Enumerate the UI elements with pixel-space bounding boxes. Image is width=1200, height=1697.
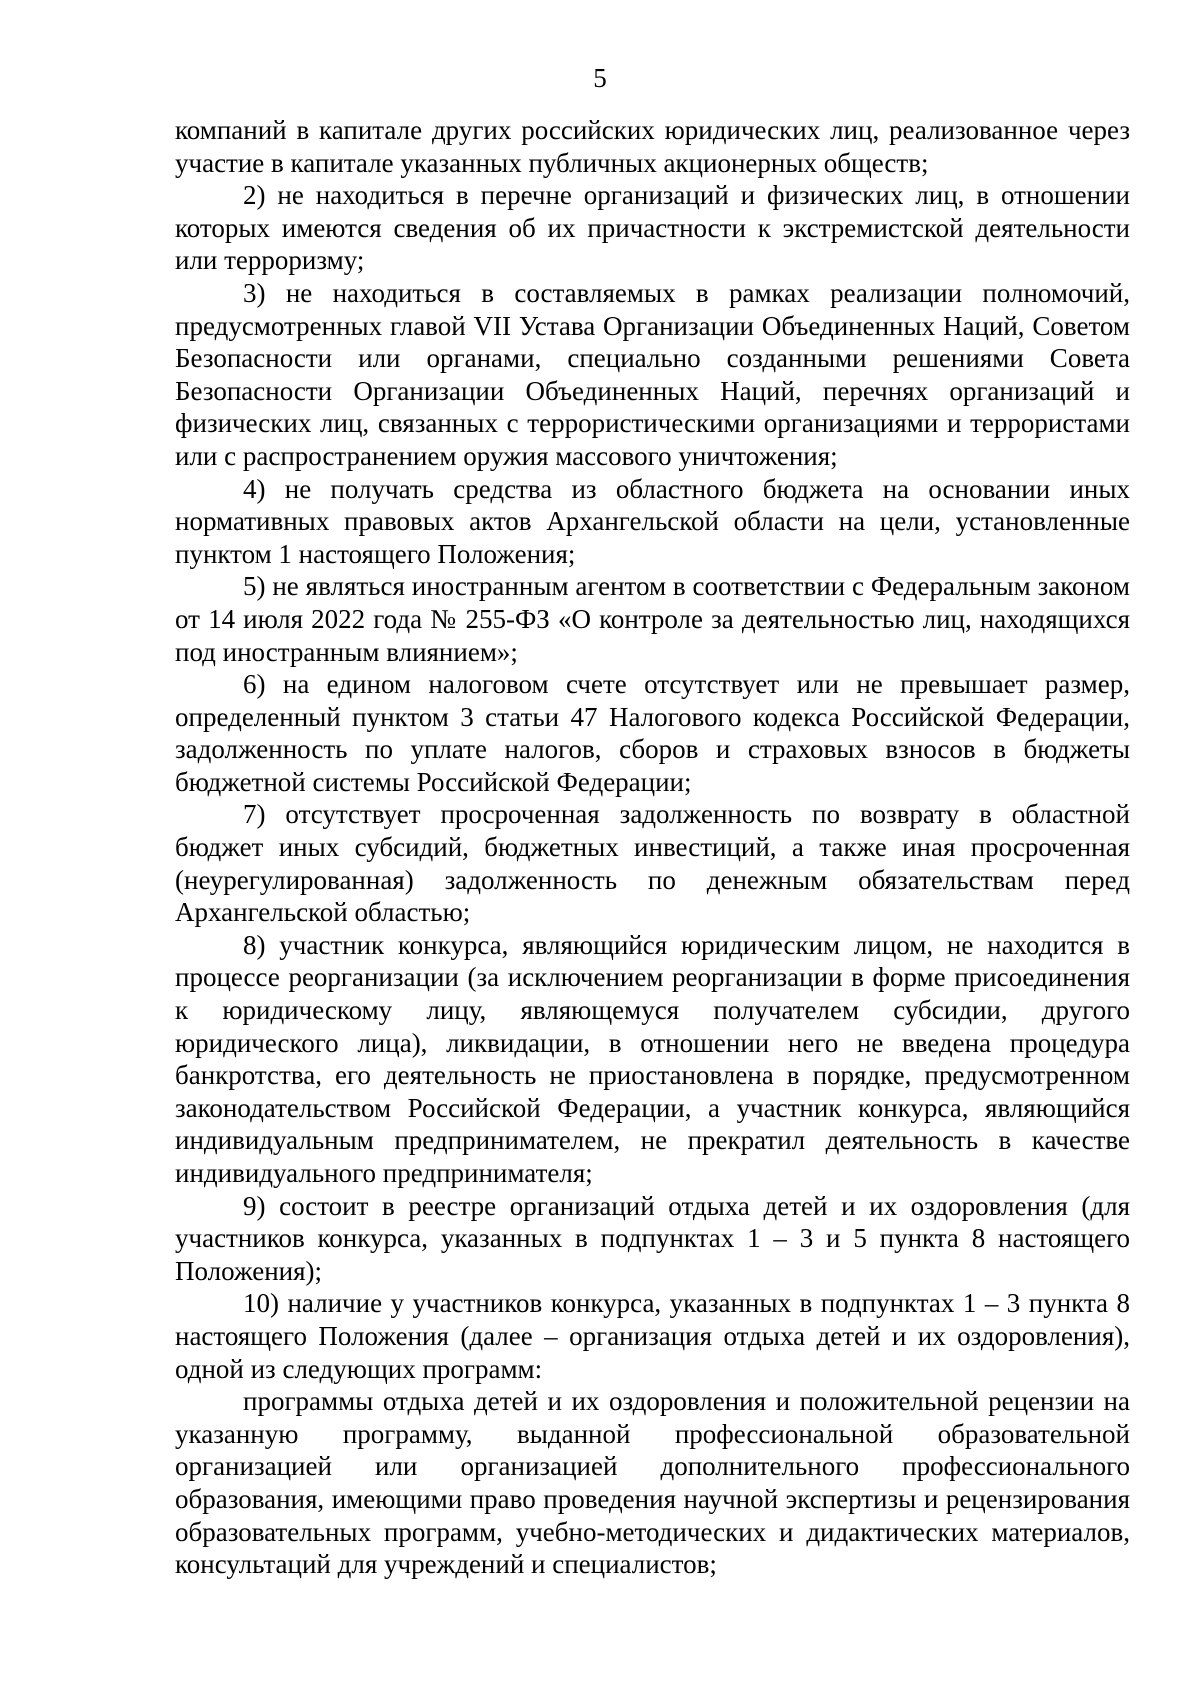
paragraph-item-2: 2) не находиться в перечне организаций и физических лиц, в отношении которых имеются сведения об их причастности к экстремистской деятельности или терроризму; — [175, 180, 1130, 276]
paragraph-item-6: 6) на едином налоговом счете отсутствует или не превышает размер, определенный пунктом 3 статьи 47 Налогового кодекса Российской Федерации, задолженность по уплате налогов, сборов и страховых взносов в бюджеты бюджетной системы Российской Федерации; — [175, 669, 1130, 797]
page-number: 5 — [593, 63, 607, 93]
paragraph-item-8: 8) участник конкурса, являющийся юридическим лицом, не находится в процессе реорганизации (за исключением реорганизации в форме присоединения к юридическому лицу, являющемуся получателем субсидии, другого юридического лица), ликвидации, в отношении него не введена процедура банкротства, его деятельность не приостановлена в порядке, предусмотренном законодательством Российской Федерации, а участник конкурса, являющийся индивидуальным предпринимателем, не прекратил деятельность в качестве индивидуального предпринимателя; — [175, 929, 1130, 1188]
paragraph-item-9: 9) состоит в реестре организаций отдыха детей и их оздоровления (для участников конкурса, указанных в подпунктах 1 – 3 и 5 пункта 8 настоящего Положения); — [175, 1190, 1130, 1286]
paragraph-item-3: 3) не находиться в составляемых в рамках реализации полномочий, предусмотренных главой VII Устава Организации Объединенных Наций, Советом Безопасности или органами, специально созданными решениями Совета Безопасности Организации Объединенных Наций, перечнях организаций и физических лиц, связанных с террористическими организациями и террористами или с распространением оружия массового уничтожения; — [175, 277, 1130, 471]
document-body — [175, 114, 1130, 1581]
paragraph-item-4: 4) не получать средства из областного бюджета на основании иных нормативных правовых актов Архангельской области на цели, установленные пунктом 1 настоящего Положения; — [175, 473, 1130, 569]
paragraph-item-10: 10) наличие у участников конкурса, указанных в подпунктах 1 – 3 пункта 8 настоящего Положения (далее – организация отдыха детей и их оздоровления), одной из следующих программ: — [175, 1288, 1130, 1384]
paragraph-item-7: 7) отсутствует просроченная задолженность по возврату в областной бюджет иных субсидий, бюджетных инвестиций, а также иная просроченная (неурегулированная) задолженность по денежным обязательствам перед Архангельской областью; — [175, 799, 1130, 928]
paragraph-item-5: 5) не являться иностранным агентом в соответствии с Федеральным законом от 14 июля 2022 года № 255-ФЗ «О контроле за деятельностью лиц, находящихся под иностранным влиянием»; — [175, 571, 1130, 667]
paragraph-program-description: программы отдыха детей и их оздоровления и положительной рецензии на указанную программу, выданной профессиональной образовательной организацией или организацией дополнительного профессионального образования, имеющими право проведения научной экспертизы и рецензирования образовательных программ, учебно-методических и дидактических материалов, консультаций для учреждений и специалистов; — [175, 1386, 1130, 1580]
paragraph-continuation: компаний в капитале других российских юридических лиц, реализованное через участие в капитале указанных публичных акционерных обществ; — [175, 115, 1130, 178]
